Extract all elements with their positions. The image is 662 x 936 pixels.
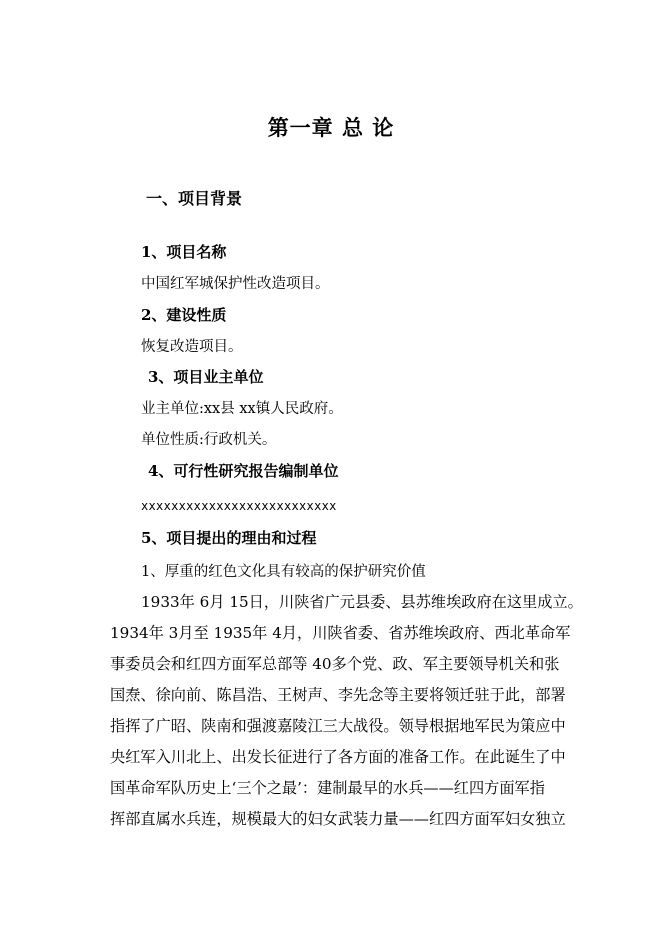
item-text-owner-unit: 业主单位:xx县 xx镇人民政府。 xyxy=(141,401,343,417)
item-text-report-unit: xxxxxxxxxxxxxxxxxxxxxxxxxx xyxy=(141,499,337,513)
item-text-construction-nature: 恢复改造项目。 xyxy=(141,339,243,355)
item-heading-report-unit: 4、可行性研究报告编制单位 xyxy=(148,462,339,480)
item-subheading-reasons: 1、厚重的红色文化具有较高的保护研究价值 xyxy=(141,564,426,580)
paragraph-line: 央红军入川北上、出发长征进行了各方面的准备工作。在此诞生了中 xyxy=(110,748,566,766)
item-heading-project-name: 1、项目名称 xyxy=(141,243,227,261)
item-heading-construction-nature: 2、建设性质 xyxy=(141,306,227,324)
chapter-title: 第一章 总 论 xyxy=(267,115,395,140)
paragraph-line: 挥部直属水兵连，规模最大的妇女武装力量——红四方面军妇女独立 xyxy=(110,810,566,828)
paragraph-line: 国焘、徐向前、陈昌浩、王树声、李先念等主要将领迁驻于此，部署 xyxy=(110,686,566,704)
item-heading-owner-unit: 3、项目业主单位 xyxy=(148,368,264,386)
section-heading: 一、项目背景 xyxy=(146,189,243,208)
paragraph-line: 国革命军队历史上‘三个之最’：建制最早的水兵——红四方面军指 xyxy=(110,779,545,797)
item-text-project-name: 中国红军城保护性改造项目。 xyxy=(141,276,330,292)
paragraph-line: 事委员会和红四方面军总部等 40多个党、政、军主要领导机关和张 xyxy=(110,655,560,673)
item-heading-reasons: 5、项目提出的理由和过程 xyxy=(141,529,317,547)
paragraph-line: 指挥了广昭、陕南和强渡嘉陵江三大战役。领导根据地军民为策应中 xyxy=(110,717,566,735)
paragraph-line: 1934年 3月至 1935年 4月，川陕省委、省苏维埃政府、西北革命军 xyxy=(110,624,571,642)
item-text-unit-nature: 单位性质:行政机关。 xyxy=(141,432,277,448)
paragraph-line: 1933年 6月 15日，川陕省广元县委、县苏维埃政府在这里成立。 xyxy=(141,593,583,611)
